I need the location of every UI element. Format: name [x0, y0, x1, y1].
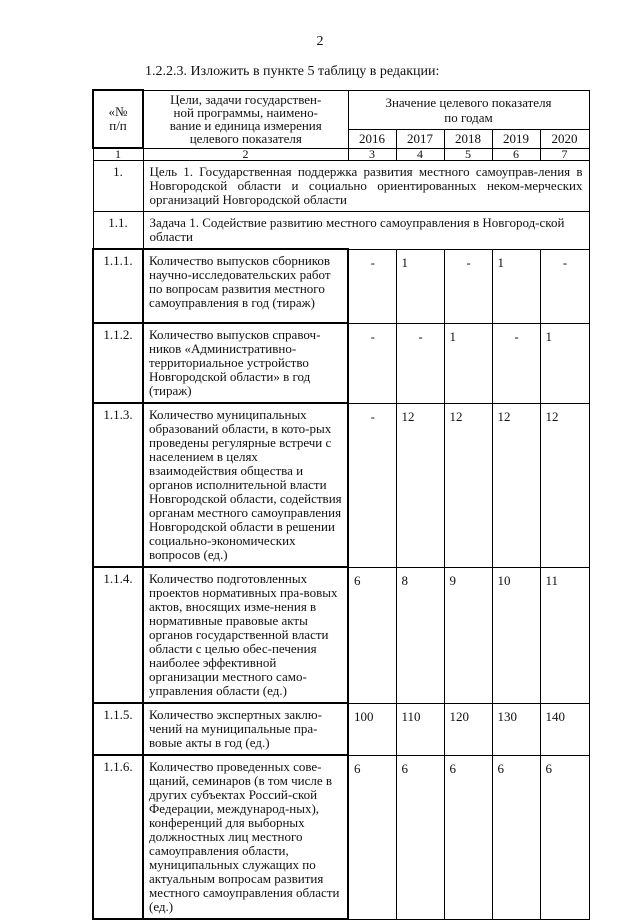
header-row — [93, 90, 589, 129]
row-indicator-text: Количество муниципальных образований области, в кото-рых проведены регулярные встречи с населением в целях взаимодействия общества и органов исполнительной власти Новгородской области, содействия органам местного самоуправления Новгородской области в решении социально-экономических вопросов (ед.) — [143, 403, 348, 567]
table-row — [93, 755, 589, 919]
row-value-2020: 12 — [540, 403, 589, 567]
goal-number: 1. — [93, 161, 143, 212]
row-value-2016: - — [348, 249, 396, 323]
col-number: 7 — [540, 148, 589, 161]
header-goal: Цели, задачи государствен- ной программы, наимено- вание и единица измерения целевого показателя — [143, 90, 348, 148]
row-value-2020: 6 — [540, 755, 589, 919]
indicator-rows — [93, 249, 589, 919]
row-value-2020: 140 — [540, 703, 589, 755]
row-value-2019: 10 — [492, 567, 540, 703]
row-value-2018: 9 — [444, 567, 492, 703]
col-number: 1 — [93, 148, 143, 161]
row-value-2017: 6 — [396, 755, 444, 919]
row-value-2017: 110 — [396, 703, 444, 755]
row-value-2018: 120 — [444, 703, 492, 755]
row-value-2020: - — [540, 249, 589, 323]
row-number: 1.1.3. — [93, 403, 143, 567]
table-row — [93, 249, 589, 323]
row-number: 1.1.2. — [93, 323, 143, 403]
col-number: 3 — [348, 148, 396, 161]
col-number: 4 — [396, 148, 444, 161]
task-number: 1.1. — [93, 212, 143, 250]
year-2016: 2016 — [348, 129, 396, 148]
row-indicator-text: Количество выпусков сборников научно-исследовательских работ по вопросам развития местного самоуправления в год (тираж) — [143, 249, 348, 323]
year-2019: 2019 — [492, 129, 540, 148]
goal-row — [93, 161, 589, 212]
table-row — [93, 403, 589, 567]
year-2017: 2017 — [396, 129, 444, 148]
table-row — [93, 323, 589, 403]
row-number: 1.1.6. — [93, 755, 143, 919]
row-number: 1.1.1. — [93, 249, 143, 323]
row-value-2019: 1 — [492, 249, 540, 323]
page-number: 2 — [316, 34, 324, 49]
row-value-2019: - — [492, 323, 540, 403]
header-values: Значение целевого показателя по годам — [348, 90, 589, 129]
row-value-2020: 11 — [540, 567, 589, 703]
goal-text: Цель 1. Государственная поддержка развития местного самоуправ-ления в Новгородской области и социально ориентированных неком-мерческих организаций Новгородской области — [143, 161, 589, 212]
row-indicator-text: Количество выпусков справоч-ников «Административно-территориальное устройство Новгородской области» в год (тираж) — [143, 323, 348, 403]
row-indicator-text: Количество проведенных сове-щаний, семинаров (в том числе в других субъектах Россий-ской Федерации, международ-ных), конференций для выборных должностных лиц местного самоуправления области, муниципальных служащих по актуальным вопросам развития местного самоуправления области (ед.) — [143, 755, 348, 919]
row-value-2016: - — [348, 323, 396, 403]
target-indicators-table — [92, 89, 590, 920]
row-value-2016: 6 — [348, 755, 396, 919]
column-numbers-row — [93, 148, 589, 161]
row-value-2016: 6 — [348, 567, 396, 703]
row-value-2017: 8 — [396, 567, 444, 703]
row-value-2018: 6 — [444, 755, 492, 919]
row-number: 1.1.5. — [93, 703, 143, 755]
row-value-2018: 12 — [444, 403, 492, 567]
row-value-2016: - — [348, 403, 396, 567]
row-indicator-text: Количество экспертных заклю-чений на муниципальные пра-вовые акты в год (ед.) — [143, 703, 348, 755]
task-row — [93, 212, 589, 250]
row-value-2020: 1 — [540, 323, 589, 403]
row-value-2019: 130 — [492, 703, 540, 755]
col-number: 5 — [444, 148, 492, 161]
header-num: «№ п/п — [93, 90, 143, 148]
year-2020: 2020 — [540, 129, 589, 148]
row-value-2018: - — [444, 249, 492, 323]
row-value-2017: 12 — [396, 403, 444, 567]
table-row — [93, 703, 589, 755]
row-value-2017: 1 — [396, 249, 444, 323]
intro-text: 1.2.2.3. Изложить в пункте 5 таблицу в редакции: — [145, 64, 440, 79]
row-value-2016: 100 — [348, 703, 396, 755]
task-text: Задача 1. Содействие развитию местного самоуправления в Новгород-ской области — [143, 212, 589, 250]
row-number: 1.1.4. — [93, 567, 143, 703]
col-number: 6 — [492, 148, 540, 161]
row-value-2019: 12 — [492, 403, 540, 567]
row-value-2018: 1 — [444, 323, 492, 403]
col-number: 2 — [143, 148, 348, 161]
row-indicator-text: Количество подготовленных проектов нормативных пра-вовых актов, вносящих изме-нения в нормативные правовые акты органов государственной власти области с целью обес-печения наиболее эффективной организации местного само-управления области (ед.) — [143, 567, 348, 703]
row-value-2019: 6 — [492, 755, 540, 919]
year-2018: 2018 — [444, 129, 492, 148]
table-row — [93, 567, 589, 703]
row-value-2017: - — [396, 323, 444, 403]
